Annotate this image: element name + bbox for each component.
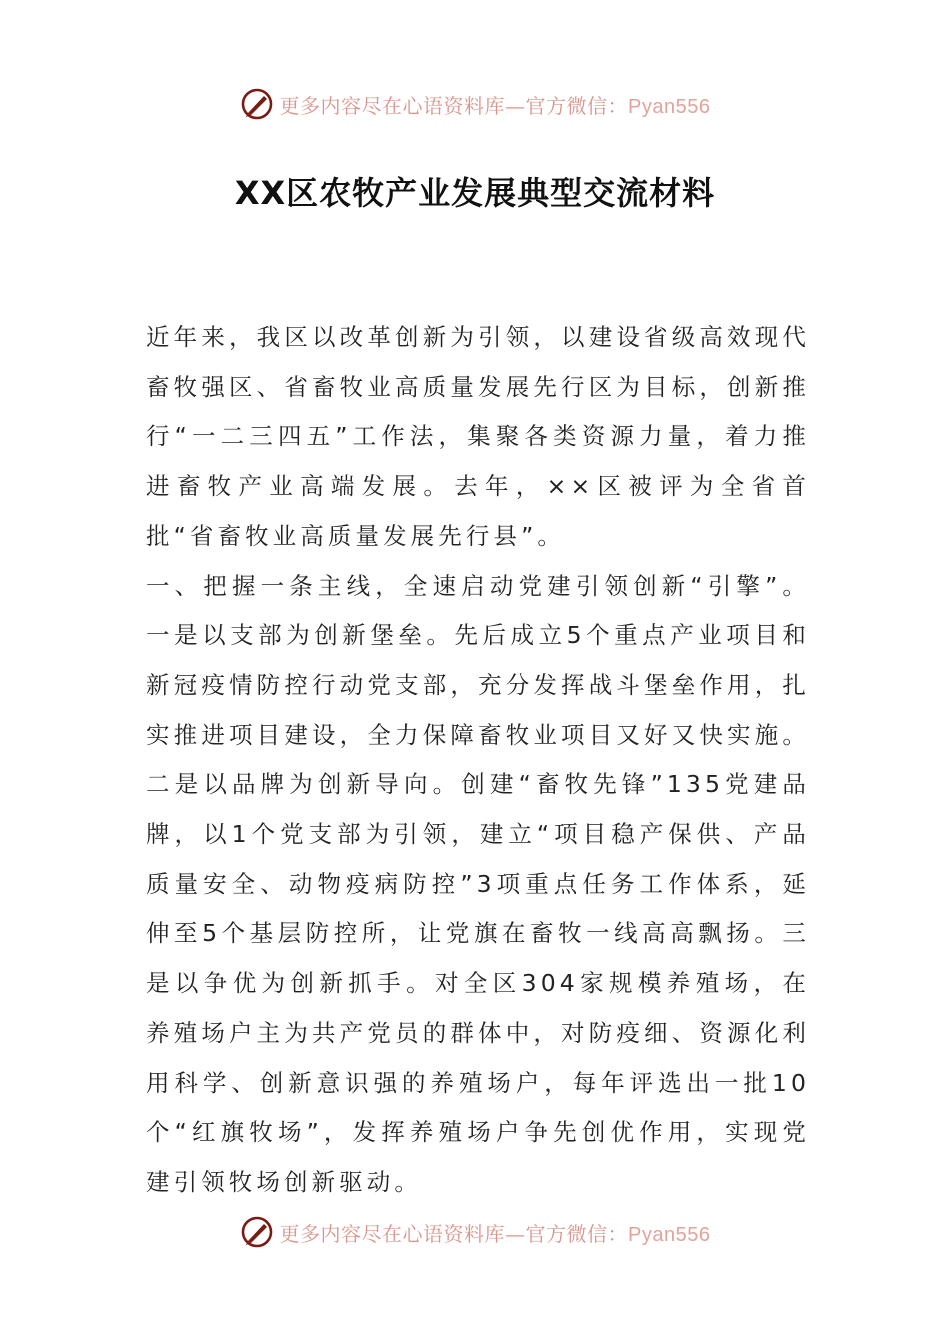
pen-logo-icon	[240, 87, 274, 121]
pen-logo-icon	[240, 1215, 274, 1249]
section-one-paragraph: 一、把握一条主线，全速启动党建引领创新“引擎”。一是以支部为创新堡垒。先后成立5个重点产业项目和新冠疫情防控行动党支部，充分发挥战斗堡垒作用，扎实推进项目建设，全力保障畜牧业项目又好又快实施。二是以品牌为创新导向。创建“畜牧先锋”135党建品牌，以1个党支部为引领，建立“项目稳产保供、产品质量安全、动物疫病防控”3项重点任务工作体系，延伸至5个基层防控所，让党旗在畜牧一线高高飘扬。三是以争优为创新抓手。对全区304家规模养殖场，在养殖场户主为共产党员的群体中，对防疫细、资源化利用科学、创新意识强的养殖场户，每年评选出一批10个“红旗牧场”，发挥养殖场户争先创优作用，实现党建引领牧场创新驱动。	[146, 571, 810, 1196]
header-wechat-id: Pyan556	[628, 95, 711, 118]
header-banner	[0, 84, 950, 124]
footer-banner-text: 更多内容尽在心语资料库—官方微信：Pyan556	[279, 1221, 711, 1246]
intro-paragraph: 近年来，我区以改革创新为引领，以建设省级高效现代畜牧强区、省畜牧业高质量发展先行区为目标，创新推行“一二三四五”工作法，集聚各类资源力量，着力推进畜牧产业高端发展。去年，××区被评为全省首批“省畜牧业高质量发展先行县”。	[146, 323, 810, 550]
document-title: XX区农牧产业发展典型交流材料	[234, 174, 716, 212]
document-body	[146, 313, 810, 1208]
header-banner-text: 更多内容尽在心语资料库—官方微信：Pyan556	[279, 93, 711, 118]
footer-wechat-id: Pyan556	[628, 1223, 711, 1246]
footer-banner	[0, 1212, 950, 1252]
